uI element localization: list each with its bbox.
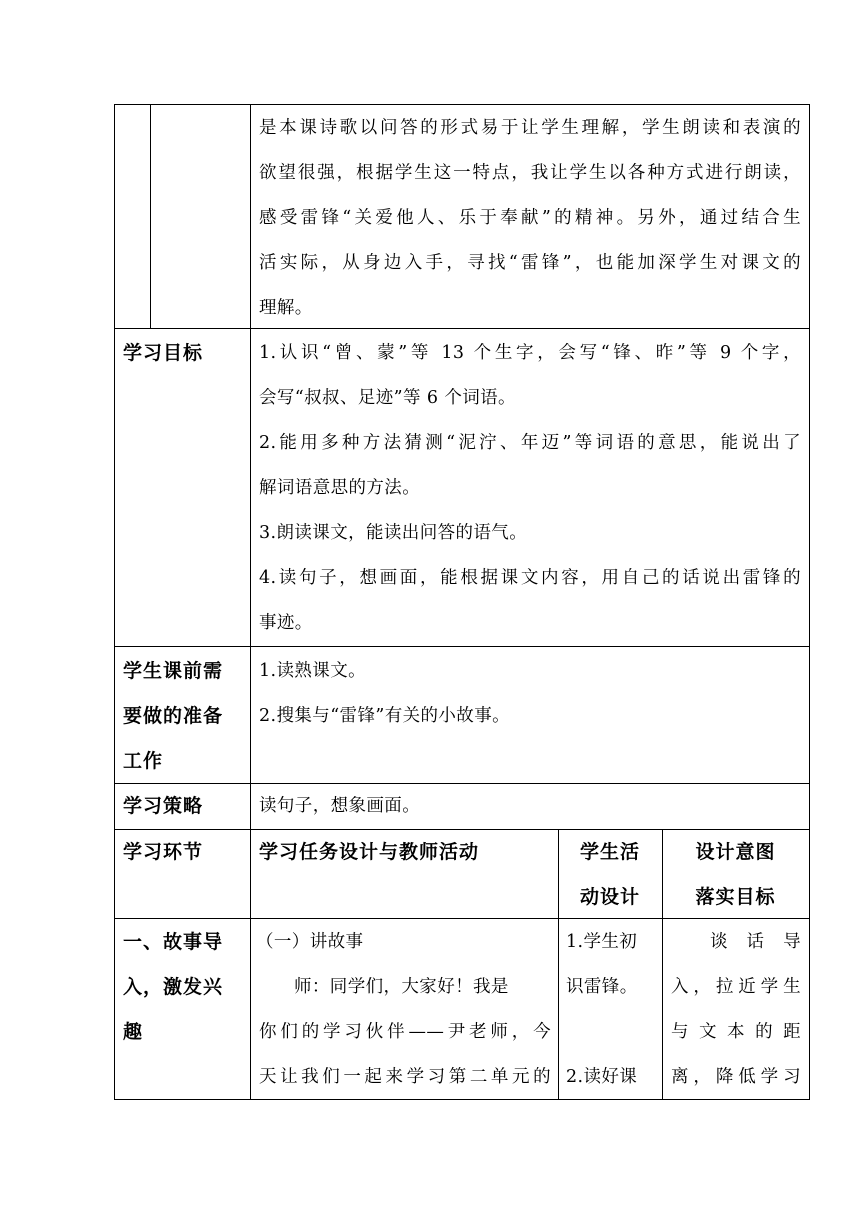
objective-line: 1.认识“曾、蒙”等 13 个生字，会写“锋、昨”等 9 个字， [259, 343, 801, 363]
objective-line: 事迹。 [259, 613, 313, 633]
objective-line: 2.能用多种方法猜测“泥泞、年迈”等词语的意思，能说出了 [259, 433, 801, 453]
header-stage: 学习环节 [123, 841, 204, 863]
intro-line: 活实际，从身边入手，寻找“雷锋”，也能加深学生对课文的 [259, 253, 801, 273]
header-intent: 落实目标 [695, 886, 776, 908]
stage-label: 一、故事导 [123, 931, 224, 953]
intent-line: 离，降低学习 [671, 1067, 801, 1087]
preparation-label: 学生课前需 [123, 660, 224, 682]
strategy-text: 读句子，想象画面。 [259, 796, 421, 816]
header-student: 学生活 [579, 841, 640, 863]
rule-top [114, 104, 810, 105]
student-line: 2.读好课 [566, 1067, 638, 1087]
objectives-label: 学习目标 [123, 342, 204, 364]
teacher-line: 你们的学习伙伴——尹老师，今 [259, 1022, 551, 1042]
teacher-line: 天让我们一起来学习第二单元的 [259, 1067, 551, 1087]
preparation-item: 2.搜集与“雷锋”有关的小故事。 [259, 706, 510, 726]
intro-line: 是本课诗歌以问答的形式易于让学生理解，学生朗读和表演的 [259, 118, 801, 138]
rule-label-divider [250, 104, 251, 1100]
teacher-line: （一）讲故事 [256, 932, 364, 952]
preparation-label: 工作 [123, 750, 164, 772]
intent-line: 与 文 本 的 距 [671, 1022, 801, 1042]
rule [114, 783, 810, 784]
preparation-label: 要做的准备 [123, 705, 224, 727]
objective-line: 3.朗读课文，能读出问答的语气。 [259, 523, 528, 543]
student-line: 1.学生初 [566, 932, 638, 952]
header-teacher: 学习任务设计与教师活动 [259, 841, 480, 863]
student-line: 识雷锋。 [566, 977, 638, 997]
strategy-label: 学习策略 [123, 795, 204, 817]
stage-label: 趣 [123, 1021, 144, 1043]
objective-line: 会写“叔叔、足迹”等 6 个词语。 [259, 388, 516, 408]
objective-line: 解词语意思的方法。 [259, 478, 421, 498]
rule-left [114, 104, 115, 1100]
rule-right [809, 104, 810, 1100]
intent-line: 谈 话 导 [710, 932, 801, 952]
rule [114, 328, 810, 329]
objective-line: 4.读句子，想画面，能根据课文内容，用自己的话说出雷锋的 [259, 568, 801, 588]
intro-line: 理解。 [259, 298, 313, 318]
rule [114, 646, 810, 647]
rule-inner [150, 104, 151, 329]
intro-line: 感受雷锋“关爱他人、乐于奉献”的精神。另外，通过结合生 [259, 208, 801, 228]
stage-label: 入，激发兴 [123, 976, 224, 998]
header-intent: 设计意图 [695, 841, 776, 863]
header-student: 动设计 [579, 886, 640, 908]
intent-line: 入，拉近学生 [671, 977, 801, 997]
preparation-item: 1.读熟课文。 [259, 661, 366, 681]
intro-line: 欲望很强，根据学生这一特点，我让学生以各种方式进行朗读， [259, 163, 801, 183]
teacher-line: 师：同学们，大家好！我是 [294, 977, 509, 997]
